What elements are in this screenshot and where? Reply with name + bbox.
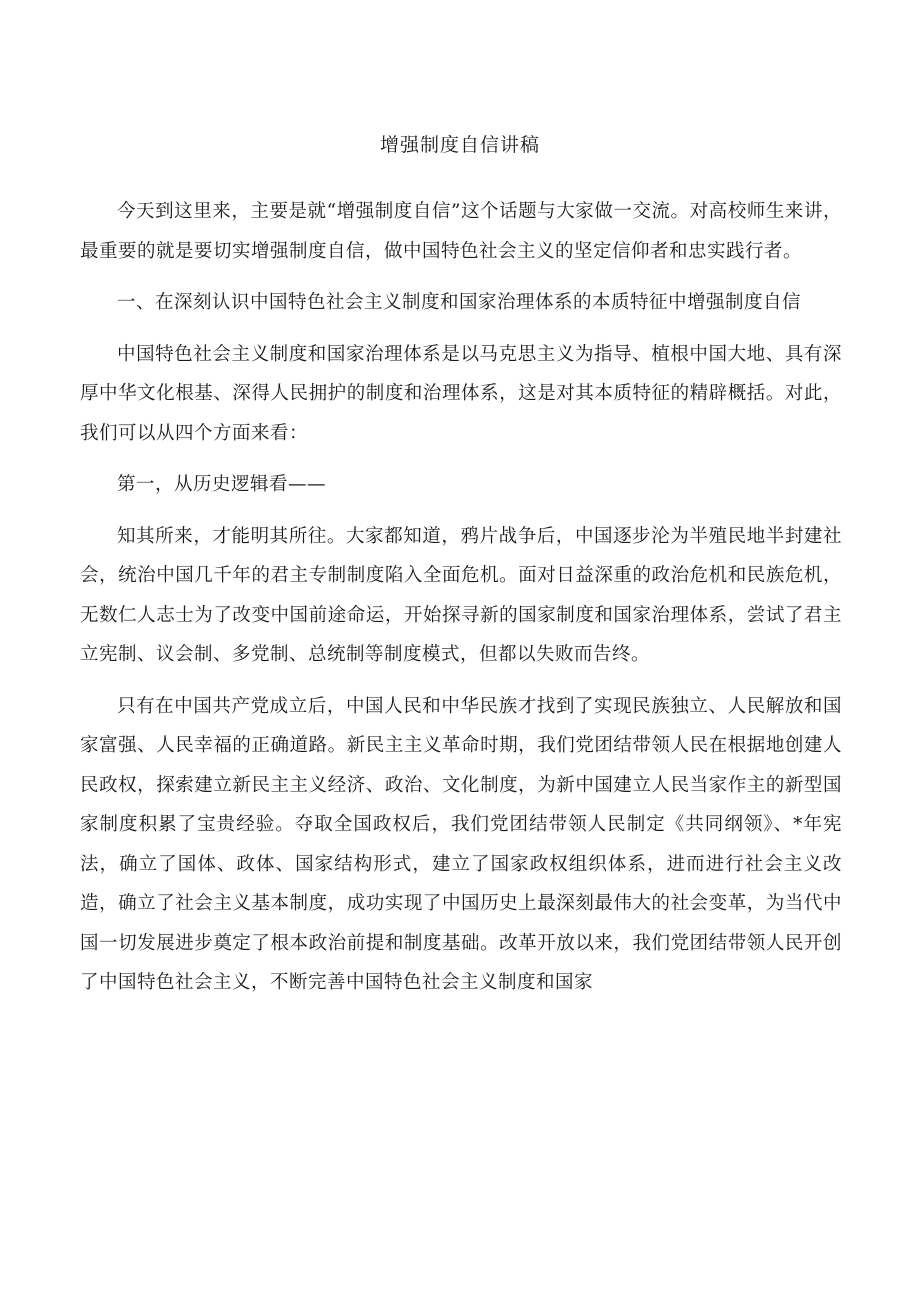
document-title: 增强制度自信讲稿 (379, 134, 540, 156)
paragraph-intro: 今天到这里来，主要是就“增强制度自信”这个话题与大家做一交流。对高校师生来讲，最重要的就是要切实增强制度自信，做中国特色社会主义的坚定信仰者和忠实践行者。 (80, 201, 842, 262)
paragraph-history: 知其所来，才能明其所往。大家都知道，鸦片战争后，中国逐步沦为半殖民地半封建社会，统治中国几千年的君主专制制度陷入全面危机。面对日益深重的政治危机和民族危机，无数仁人志士为了改变中国前途命运，开始探寻新的国家制度和国家治理体系，尝试了君主立宪制、议会制、多党制、总统制等制度模式，但都以失败而告终。 (80, 525, 842, 665)
paragraph-party-founding: 只有在中国共产党成立后，中国人民和中华民族才找到了实现民族独立、人民解放和国家富强、人民幸福的正确道路。新民主主义革命时期，我们党团结带领人民在根据地创建人民政权，探索建立新民主主义经济、政治、文化制度，为新中国建立人民当家作主的新型国家制度积累了宝贵经验。夺取全国政权后，我们党团结带领人民制定《共同纲领》、*年宪法，确立了国体、政体、国家结构形式，建立了国家政权组织体系，进而进行社会主义改造，确立了社会主义基本制度，成功实现了中国历史上最深刻最伟大的社会变革，为当代中国一切发展进步奠定了根本政治前提和制度基础。改革开放以来，我们党团结带领人民开创了中国特色社会主义，不断完善中国特色社会主义制度和国家 (80, 695, 842, 993)
subheading-history-logic: 第一，从历史逻辑看—— (117, 474, 327, 495)
document-body (80, 192, 842, 1003)
section-heading-1: 一、在深刻认识中国特色社会主义制度和国家治理体系的本质特征中增强制度自信 (117, 292, 802, 313)
paragraph-essence: 中国特色社会主义制度和国家治理体系是以马克思主义为指导、植根中国大地、具有深厚中华文化根基、深得人民拥护的制度和治理体系，这是对其本质特征的精辟概括。对此，我们可以从四个方面来看： (80, 343, 842, 444)
